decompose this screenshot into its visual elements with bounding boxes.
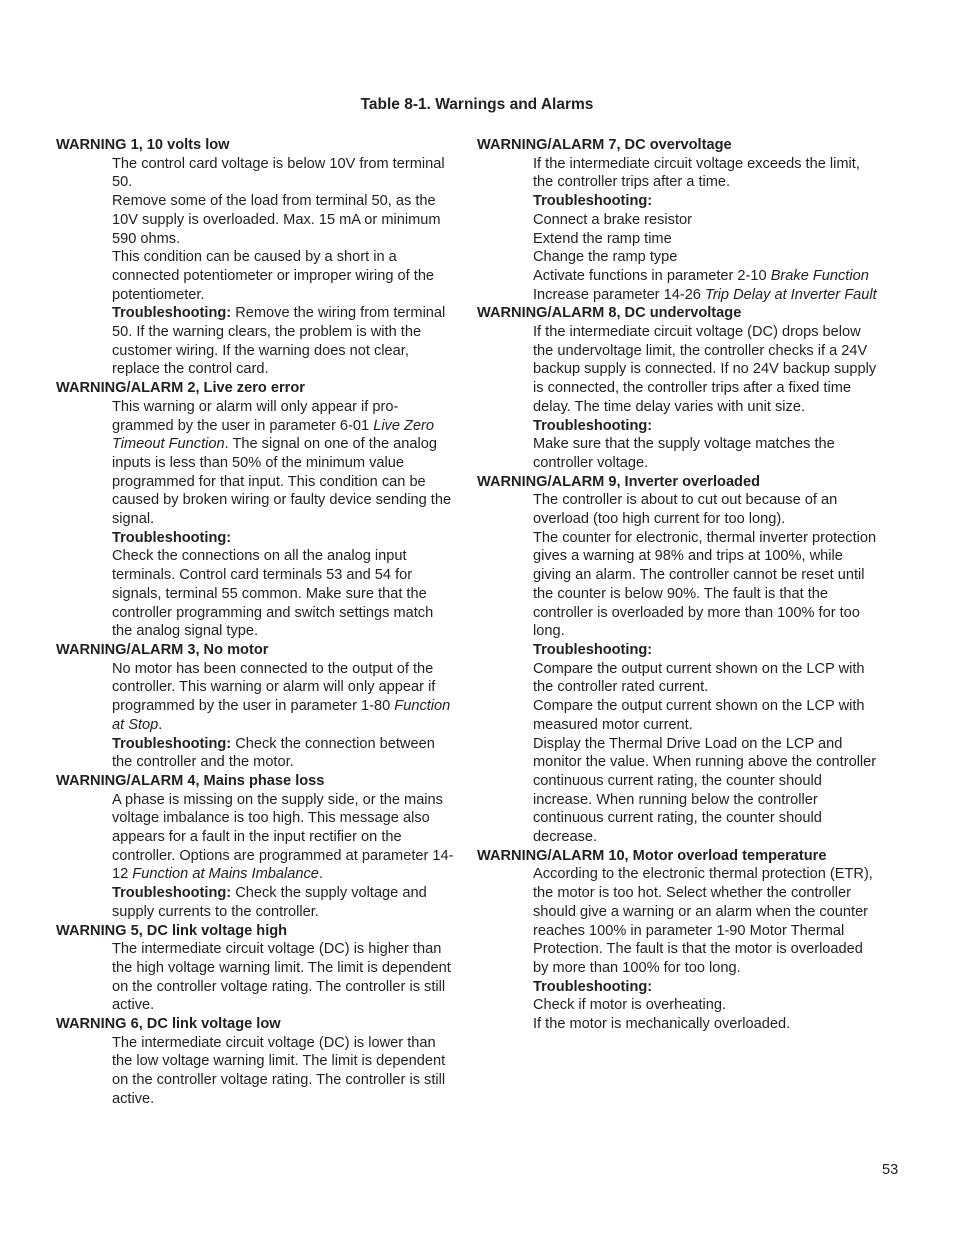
body-text: Compare the output current shown on the LCP with measured motor current. [533, 698, 865, 733]
body-text: According to the electronic thermal protection (ETR), the motor is too hot. Select whether the controller should give a warning or an alarm when the counter reaches 100% in parameter 1-90 Motor Thermal Protection. The fault is that the motor is overloaded by more than 100% for too long. [533, 866, 873, 976]
page-title: Table 8-1. Warnings and Alarms [360, 96, 594, 113]
warning-paragraph [533, 491, 877, 528]
warning-paragraph [112, 940, 454, 1015]
warning-paragraph [533, 323, 877, 417]
page-number: 53 [882, 1162, 899, 1178]
body-text: Display the Thermal Drive Load on the LCP and monitor the value. When running above the controller continuous current rating, the counter should increase. When running below the controller continuous current rating, the counter should decrease. [533, 735, 877, 846]
warning-entry [56, 379, 454, 641]
body-text: If the intermediate circuit voltage exceeds the limit, the controller trips after a time. [533, 155, 860, 191]
body-text: . [158, 716, 163, 733]
warning-paragraph [533, 697, 877, 734]
troubleshooting-label: Troubleshooting: [112, 885, 232, 902]
warning-title: WARNING/ALARM 2, Live zero error [56, 380, 305, 397]
warning-entry [56, 772, 454, 922]
warning-paragraph [112, 547, 454, 641]
troubleshooting-label: Troubleshooting: [533, 193, 653, 210]
warning-entry [56, 136, 454, 379]
warning-body [112, 940, 454, 1015]
left-column [56, 136, 454, 1109]
body-text: Check the supply voltage and supply currents to the controller. [112, 885, 427, 920]
body-text: If the motor is mechanically overloaded. [533, 1016, 791, 1033]
troubleshooting-label: Troubleshooting: [112, 305, 232, 322]
warning-paragraph [533, 192, 877, 211]
warning-paragraph [533, 865, 877, 977]
troubleshooting-label: Troubleshooting: [112, 529, 232, 546]
parameter-name: Brake Function [770, 267, 869, 284]
warning-paragraph [112, 155, 454, 192]
warning-body [112, 398, 454, 641]
warning-entry [477, 847, 877, 1034]
warning-paragraph [533, 529, 877, 641]
body-text: Remove the wiring from terminal 50. If the warning clears, the problem is with the customer wiring. If the warning does not clear, replace the control card. [112, 305, 446, 378]
body-text: Remove some of the load from terminal 50, as the 10V supply is overloaded. Max. 15 mA or minimum 590 ohms. [112, 193, 441, 247]
parameter-name: Function at Stop [112, 698, 451, 733]
warning-paragraph [533, 996, 877, 1015]
troubleshooting-label: Troubleshooting: [533, 641, 653, 658]
warning-paragraph [112, 660, 454, 735]
warning-paragraph [533, 641, 877, 660]
body-text: Change the ramp type [533, 249, 678, 266]
warning-body [533, 491, 877, 846]
troubleshooting-label: Troubleshooting: [112, 735, 232, 752]
warning-paragraph [112, 304, 454, 379]
warning-body [533, 155, 877, 305]
warning-body [112, 1034, 454, 1109]
body-text: The controller is about to cut out because of an overload (too high current for too long). [533, 492, 838, 528]
body-text: The control card voltage is below 10V from terminal 50. [112, 155, 445, 191]
warning-paragraph [533, 155, 877, 192]
warning-title: WARNING/ALARM 9, Inverter overloaded [477, 473, 761, 490]
body-text: Extend the ramp time [533, 230, 672, 247]
warning-paragraph [112, 1034, 454, 1109]
warning-entry [477, 136, 877, 304]
warning-title: WARNING/ALARM 4, Mains phase loss [56, 772, 325, 789]
warning-paragraph [533, 978, 877, 997]
warning-title: WARNING 1, 10 volts low [56, 137, 230, 153]
warning-paragraph [533, 435, 877, 472]
warning-body [112, 155, 454, 379]
warning-body [112, 660, 454, 772]
parameter-name: Trip Delay at Inverter Fault [704, 286, 877, 303]
body-text: Check if motor is overheating. [533, 997, 727, 1014]
warning-paragraph [112, 248, 454, 304]
body-text: The intermediate circuit voltage (DC) is higher than the high voltage warning limit. The limit is dependent on the controller voltage rating. The controller is still active. [112, 941, 451, 1014]
body-text: The intermediate circuit voltage (DC) is lower than the low voltage warning limit. The limit is dependent on the controller voltage rating. The controller is still active. [112, 1034, 446, 1107]
warning-paragraph [112, 529, 454, 548]
warning-body [112, 791, 454, 922]
warning-body [533, 865, 877, 1033]
parameter-name: Function at Mains Imbalance [132, 866, 319, 883]
warning-paragraph [533, 735, 877, 847]
warning-entry [56, 641, 454, 772]
warning-paragraph [533, 248, 877, 267]
warning-paragraph [533, 417, 877, 436]
body-text: This warning or alarm will only appear if programmed by the user in parameter 6-01 [112, 398, 399, 434]
warning-paragraph [533, 211, 877, 230]
warning-entry [477, 304, 877, 472]
right-column [477, 136, 877, 1034]
warning-entry [56, 922, 454, 1016]
body-text: Increase parameter 14-26 [533, 286, 705, 303]
warning-paragraph [533, 660, 877, 697]
body-text: Make sure that the supply voltage matches the controller voltage. [533, 436, 835, 471]
warning-paragraph [533, 230, 877, 249]
body-text: If the intermediate circuit voltage (DC) drops below the undervoltage limit, the controller checks if a 24V backup supply is connected. If no 24V backup supply is connected, the controller trips after a fixed time delay. The time delay varies with unit size. [533, 324, 877, 415]
warning-title: WARNING 5, DC link voltage high [56, 922, 288, 939]
warning-title: WARNING/ALARM 10, Motor overload temperature [477, 847, 827, 864]
body-text: Compare the output current shown on the LCP with the controller rated current. [533, 660, 865, 696]
warning-title: WARNING/ALARM 7, DC overvoltage [477, 137, 732, 153]
warning-paragraph [112, 884, 454, 921]
warning-paragraph [112, 735, 454, 772]
body-text: . [318, 866, 323, 883]
body-text: This condition can be caused by a short in a connected potentiometer or improper wiring of the potentiometer. [112, 249, 435, 303]
warning-paragraph [112, 791, 454, 885]
troubleshooting-label: Troubleshooting: [533, 978, 653, 995]
warning-paragraph [533, 286, 877, 305]
parameter-name: Live Zero Timeout Function [112, 417, 435, 453]
troubleshooting-label: Troubleshooting: [533, 417, 653, 434]
body-text: . The signal on one of the analog inputs is less than 50% of the minimum value programmed for that input. This condition can be caused by broken wiring or faulty device sending the signal. [112, 436, 452, 528]
warning-title: WARNING/ALARM 8, DC undervoltage [477, 305, 742, 322]
warning-entry [477, 473, 877, 847]
body-text: The counter for electronic, thermal inverter protection gives a warning at 98% and trips at 100%, while giving an alarm. The controller cannot be reset until the counter is below 90%. The fault is that the controller is overloaded by more than 100% for too long. [533, 529, 877, 640]
warning-title: WARNING/ALARM 3, No motor [56, 641, 269, 658]
warning-title: WARNING 6, DC link voltage low [56, 1016, 281, 1033]
body-text: Connect a brake resistor [533, 211, 692, 228]
warning-paragraph [112, 398, 454, 529]
warning-paragraph [533, 267, 877, 286]
body-text: No motor has been connected to the output of the controller. This warning or alarm will only appear if programmed by the user in parameter 1-80 [112, 660, 436, 715]
warning-entry [56, 1015, 454, 1109]
body-text: A phase is missing on the supply side, or the mains voltage imbalance is too high. This message also appears for a fault in the input rectifier on the controller. Options are programmed at parameter 14-12 [112, 791, 454, 883]
warning-paragraph [112, 192, 454, 248]
warning-body [533, 323, 877, 473]
body-text: Activate functions in parameter 2-10 [533, 267, 771, 284]
body-text: Check the connection between the controller and the motor. [112, 735, 435, 771]
warning-paragraph [533, 1015, 877, 1034]
body-text: Check the connections on all the analog input terminals. Control card terminals 53 and 54 for signals, terminal 55 common. Make sure that the controller programming and switch settings match the analog signal type. [112, 548, 434, 640]
